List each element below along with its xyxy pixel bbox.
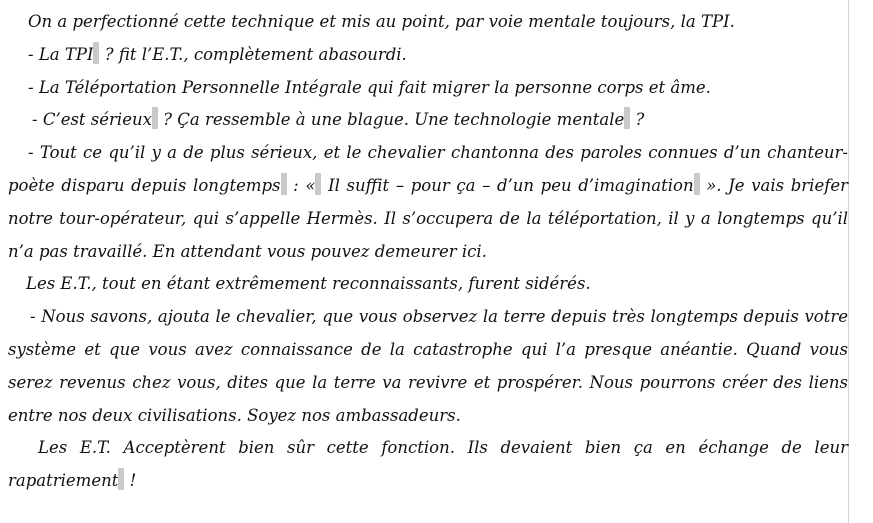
text-run: ? fit l’E.T., complètement abasourdi. (99, 44, 407, 64)
paragraph-1 (8, 6, 848, 39)
paragraph-2 (8, 39, 848, 72)
paragraph-6 (8, 268, 848, 301)
text-run: - C’est sérieux (32, 110, 152, 130)
text-run: - Tout ce qu’il y a de plus sérieux, et le chevalier chantonna des paroles connues d’un chanteur-poète disparu depuis longtemps (8, 143, 848, 195)
text-run: Les E.T. Acceptèrent bien sûr cette fonction. Ils devaient bien ça en échange de leur rapatriement (8, 438, 848, 491)
text-run: On a perfectionné cette technique et mis au point, par voie mentale toujours, la TPI. (28, 12, 735, 31)
text-run: Il suffit – pour ça – d’un peu d’imagination (321, 175, 694, 195)
text-run: ! (124, 471, 137, 491)
text-run: - Nous savons, ajouta le chevalier, que vous observez la terre depuis très longtemps depuis votre système et que vous avez connaissance de la catastrophe qui l’a presque anéantie. Quand vous serez revenus chez vous, dites que la terre va revivre et prospérer. Nous pourrons créer des liens entre nos deux civilisations. Soyez nos ambassadeurs. (8, 307, 848, 425)
text-run: ? Ça ressemble à une blague. Une technologie mentale (157, 110, 625, 130)
paragraph-5 (8, 137, 848, 268)
text-run: - La Téléportation Personnelle Intégrale qui fait migrer la personne corps et âme. (28, 77, 711, 97)
paragraph-8 (8, 432, 848, 498)
paragraph-4 (8, 104, 848, 137)
text-run: ». Je vais briefer notre tour-opérateur, qui s’appelle Hermès. Il s’occupera de la téléportation, il y a longtemps qu’il n’a pas travaillé. En attendant vous pouvez demeurer ici. (8, 175, 848, 261)
document-body[interactable] (8, 6, 848, 498)
paragraph-7 (8, 301, 848, 432)
text-run: ? (630, 110, 645, 130)
text-run: Les E.T., tout en étant extrêmement reconnaissants, furent sidérés. (26, 274, 591, 294)
text-run: - La TPI (28, 44, 94, 64)
text-run: : « (286, 175, 316, 195)
page-margin-rule (848, 0, 849, 523)
paragraph-3 (8, 72, 848, 105)
